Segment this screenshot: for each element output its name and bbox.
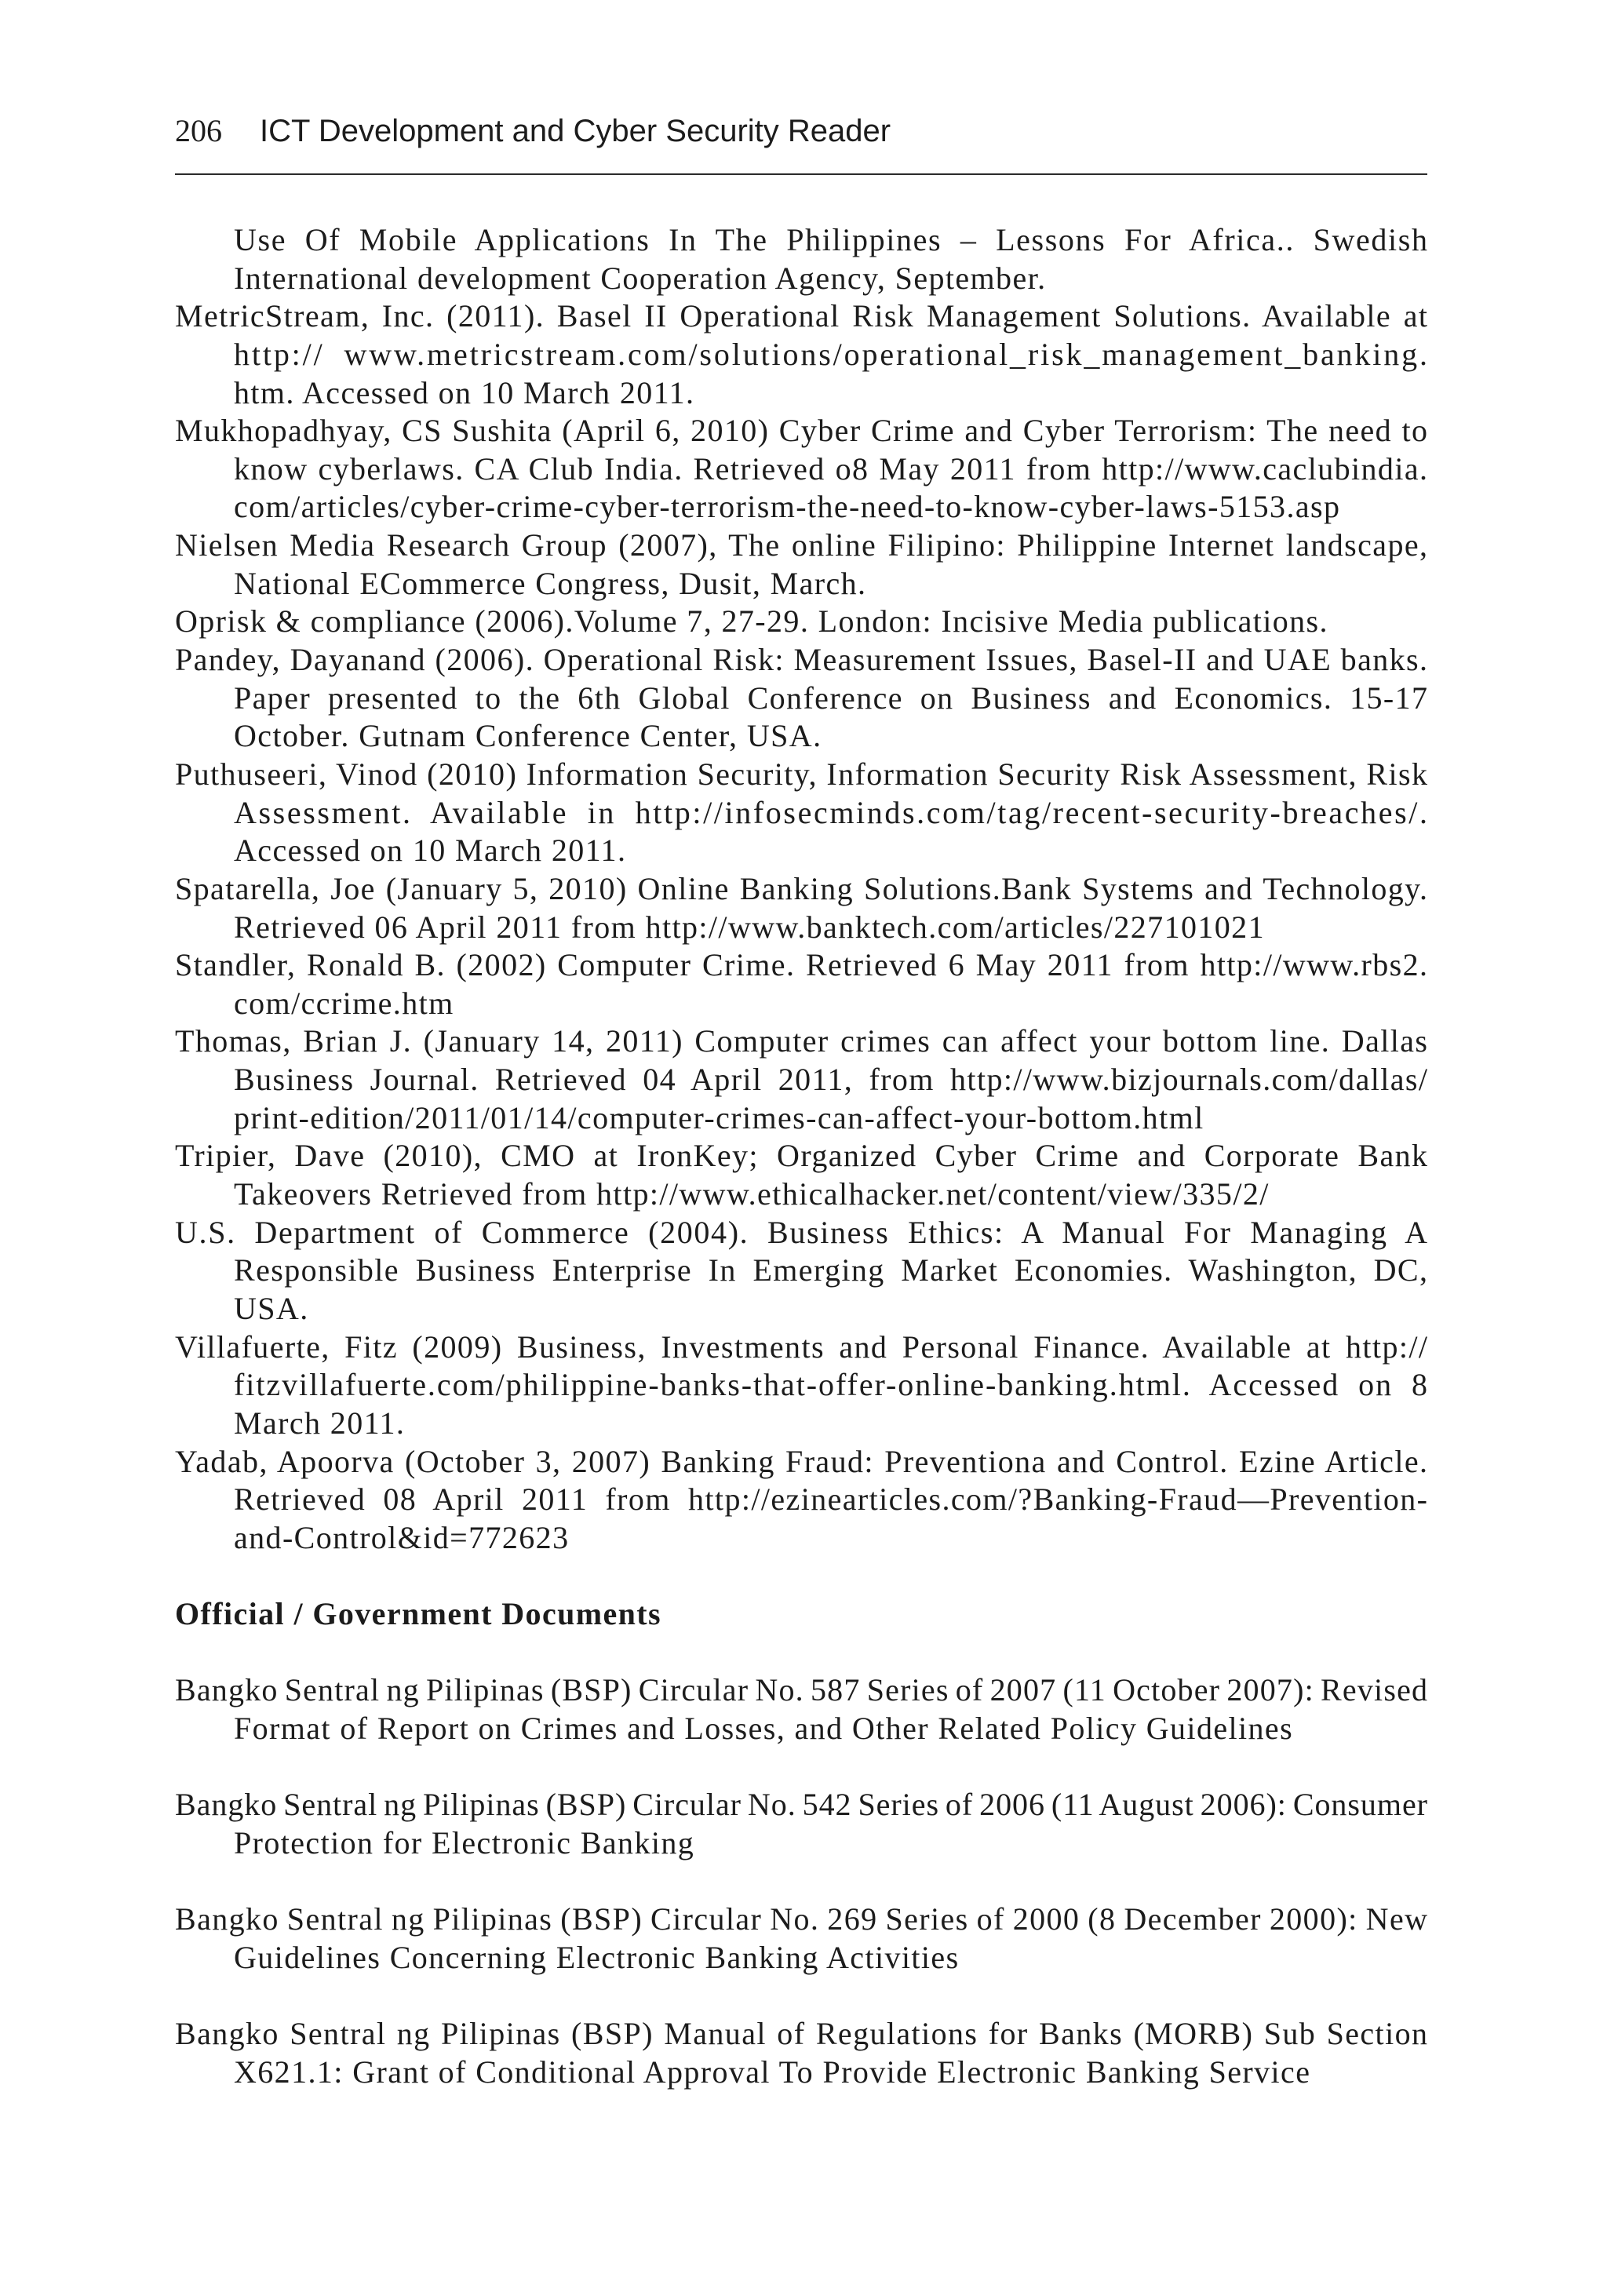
- document-line: X621.1: Grant of Conditional Approval To Provide Electronic Banking Service: [234, 2054, 1311, 2090]
- reference-entry: [175, 221, 1427, 297]
- page-body: [175, 221, 1430, 2091]
- reference-entry: [175, 1214, 1427, 1328]
- reference-entry: [175, 412, 1427, 527]
- reference-entry: [175, 946, 1427, 1022]
- reference-line: com/articles/cyber-crime-cyber-terrorism-the-need-to-know-cyber-laws-5153.asp: [234, 489, 1341, 525]
- document-line: Format of Report on Crimes and Losses, and Other Related Policy Guidelines: [234, 1710, 1294, 1746]
- reference-entry: [175, 297, 1430, 412]
- reference-line: Oprisk & compliance (2006).Volume 7, 27-29. London: Incisive Media publications.: [175, 603, 1328, 640]
- document-line: Guidelines Concerning Electronic Banking Activities: [234, 1939, 960, 1975]
- reference-line: Tripier, Dave (2010), CMO at IronKey; Organized Cyber Crime and Corporate Bank: [175, 1138, 1429, 1174]
- reference-line: International development Cooperation Agency, September.: [234, 260, 1047, 296]
- reference-line: Nielsen Media Research Group (2007), The online Filipino: Philippine Internet landscape,: [175, 527, 1429, 563]
- reference-entry: [175, 1137, 1427, 1213]
- reference-line: Paper presented to the 6th Global Conference on Business and Economics. 15-17: [234, 680, 1429, 716]
- reference-line: Pandey, Dayanand (2006). Operational Risk: Measurement Issues, Basel-II and UAE banks.: [175, 642, 1429, 678]
- reference-line: and-Control&id=772623: [234, 1519, 570, 1555]
- reference-entry: [175, 1443, 1427, 1558]
- reference-line: Takeovers Retrieved from http://www.ethicalhacker.net/content/view/335/2/: [234, 1176, 1270, 1212]
- reference-line: Responsible Business Enterprise In Emerging Market Economies. Washington, DC,: [234, 1252, 1429, 1288]
- reference-line: Retrieved 06 April 2011 from http://www.banktech.com/articles/227101021: [234, 909, 1265, 945]
- reference-line: March 2011.: [234, 1405, 406, 1441]
- reference-line: October. Gutnam Conference Center, USA.: [234, 718, 822, 754]
- document-line: Bangko Sentral ng Pilipinas (BSP) Manual of Regulations for Banks (MORB) Sub Section: [175, 2016, 1429, 2052]
- reference-line: com/ccrime.htm: [234, 985, 454, 1021]
- official-documents-list: [175, 1671, 1427, 2091]
- reference-line: Standler, Ronald B. (2002) Computer Crime. Retrieved 6 May 2011 from http://www.rbs2.: [175, 947, 1429, 983]
- reference-line: Use Of Mobile Applications In The Philippines – Lessons For Africa.. Swedish: [234, 222, 1429, 257]
- reference-line: http:// www.metricstream.com/solutions/operational_risk_management_banking.: [234, 336, 1430, 372]
- reference-entry: [175, 1328, 1427, 1443]
- running-title: ICT Development and Cyber Security Reader: [260, 114, 891, 148]
- document-entry: [175, 1786, 1427, 1862]
- reference-entry: [175, 870, 1427, 946]
- header-rule: [175, 173, 1427, 175]
- document-line: Bangko Sentral ng Pilipinas (BSP) Circular No. 587 Series of 2007 (11 October 2007): Revised: [175, 1672, 1429, 1708]
- reference-line: National ECommerce Congress, Dusit, March.: [234, 565, 867, 601]
- page-number: 206: [175, 113, 222, 148]
- reference-line: htm. Accessed on 10 March 2011.: [234, 374, 695, 410]
- reference-line: Puthuseeri, Vinod (2010) Information Security, Information Security Risk Assessment, Risk: [175, 756, 1429, 792]
- document-entry: [175, 1671, 1427, 1748]
- reference-line: Retrieved 08 April 2011 from http://ezinearticles.com/?Banking-Fraud—Prevention-: [234, 1481, 1429, 1518]
- section-heading: Official / Government Documents: [175, 1596, 661, 1632]
- reference-line: fitzvillafuerte.com/philippine-banks-that-offer-online-banking.html. Accessed on 8: [234, 1367, 1429, 1403]
- reference-entry: [175, 603, 1427, 641]
- reference-line: print-edition/2011/01/14/computer-crimes-can-affect-your-bottom.html: [234, 1099, 1204, 1135]
- document-line: Protection for Electronic Banking: [234, 1824, 695, 1860]
- reference-entry: [175, 756, 1430, 870]
- reference-line: MetricStream, Inc. (2011). Basel II Operational Risk Management Solutions. Available at: [175, 298, 1429, 334]
- reference-line: Assessment. Available in http://infosecminds.com/tag/recent-security-breaches/.: [234, 794, 1430, 830]
- reference-line: Thomas, Brian J. (January 14, 2011) Computer crimes can affect your bottom line. Dallas: [175, 1023, 1429, 1059]
- reference-line: Mukhopadhyay, CS Sushita (April 6, 2010) Cyber Crime and Cyber Terrorism: The need to: [175, 413, 1429, 449]
- reference-list: [175, 221, 1430, 1557]
- document-line: Bangko Sentral ng Pilipinas (BSP) Circular No. 542 Series of 2006 (11 August 2006): Consumer: [175, 1787, 1428, 1823]
- document-entry: [175, 2015, 1427, 2091]
- reference-line: Yadab, Apoorva (October 3, 2007) Banking Fraud: Preventiona and Control. Ezine Article.: [175, 1443, 1429, 1479]
- document-line: Bangko Sentral ng Pilipinas (BSP) Circular No. 269 Series of 2000 (8 December 2000): New: [175, 1901, 1429, 1937]
- reference-line: U.S. Department of Commerce (2004). Business Ethics: A Manual For Managing A: [175, 1214, 1429, 1250]
- reference-entry: [175, 527, 1427, 603]
- reference-entry: [175, 1022, 1427, 1137]
- reference-line: know cyberlaws. CA Club India. Retrieved o8 May 2011 from http://www.caclubindia.: [234, 450, 1429, 487]
- reference-entry: [175, 641, 1427, 756]
- reference-line: Accessed on 10 March 2011.: [234, 833, 627, 869]
- reference-line: Business Journal. Retrieved 04 April 2011, from http://www.bizjournals.com/dallas/: [234, 1062, 1429, 1098]
- reference-line: USA.: [234, 1290, 309, 1326]
- document-entry: [175, 1901, 1427, 1977]
- reference-line: Spatarella, Joe (January 5, 2010) Online Banking Solutions.Bank Systems and Technology.: [175, 870, 1429, 906]
- reference-line: Villafuerte, Fitz (2009) Business, Investments and Personal Finance. Available at http://: [175, 1328, 1429, 1365]
